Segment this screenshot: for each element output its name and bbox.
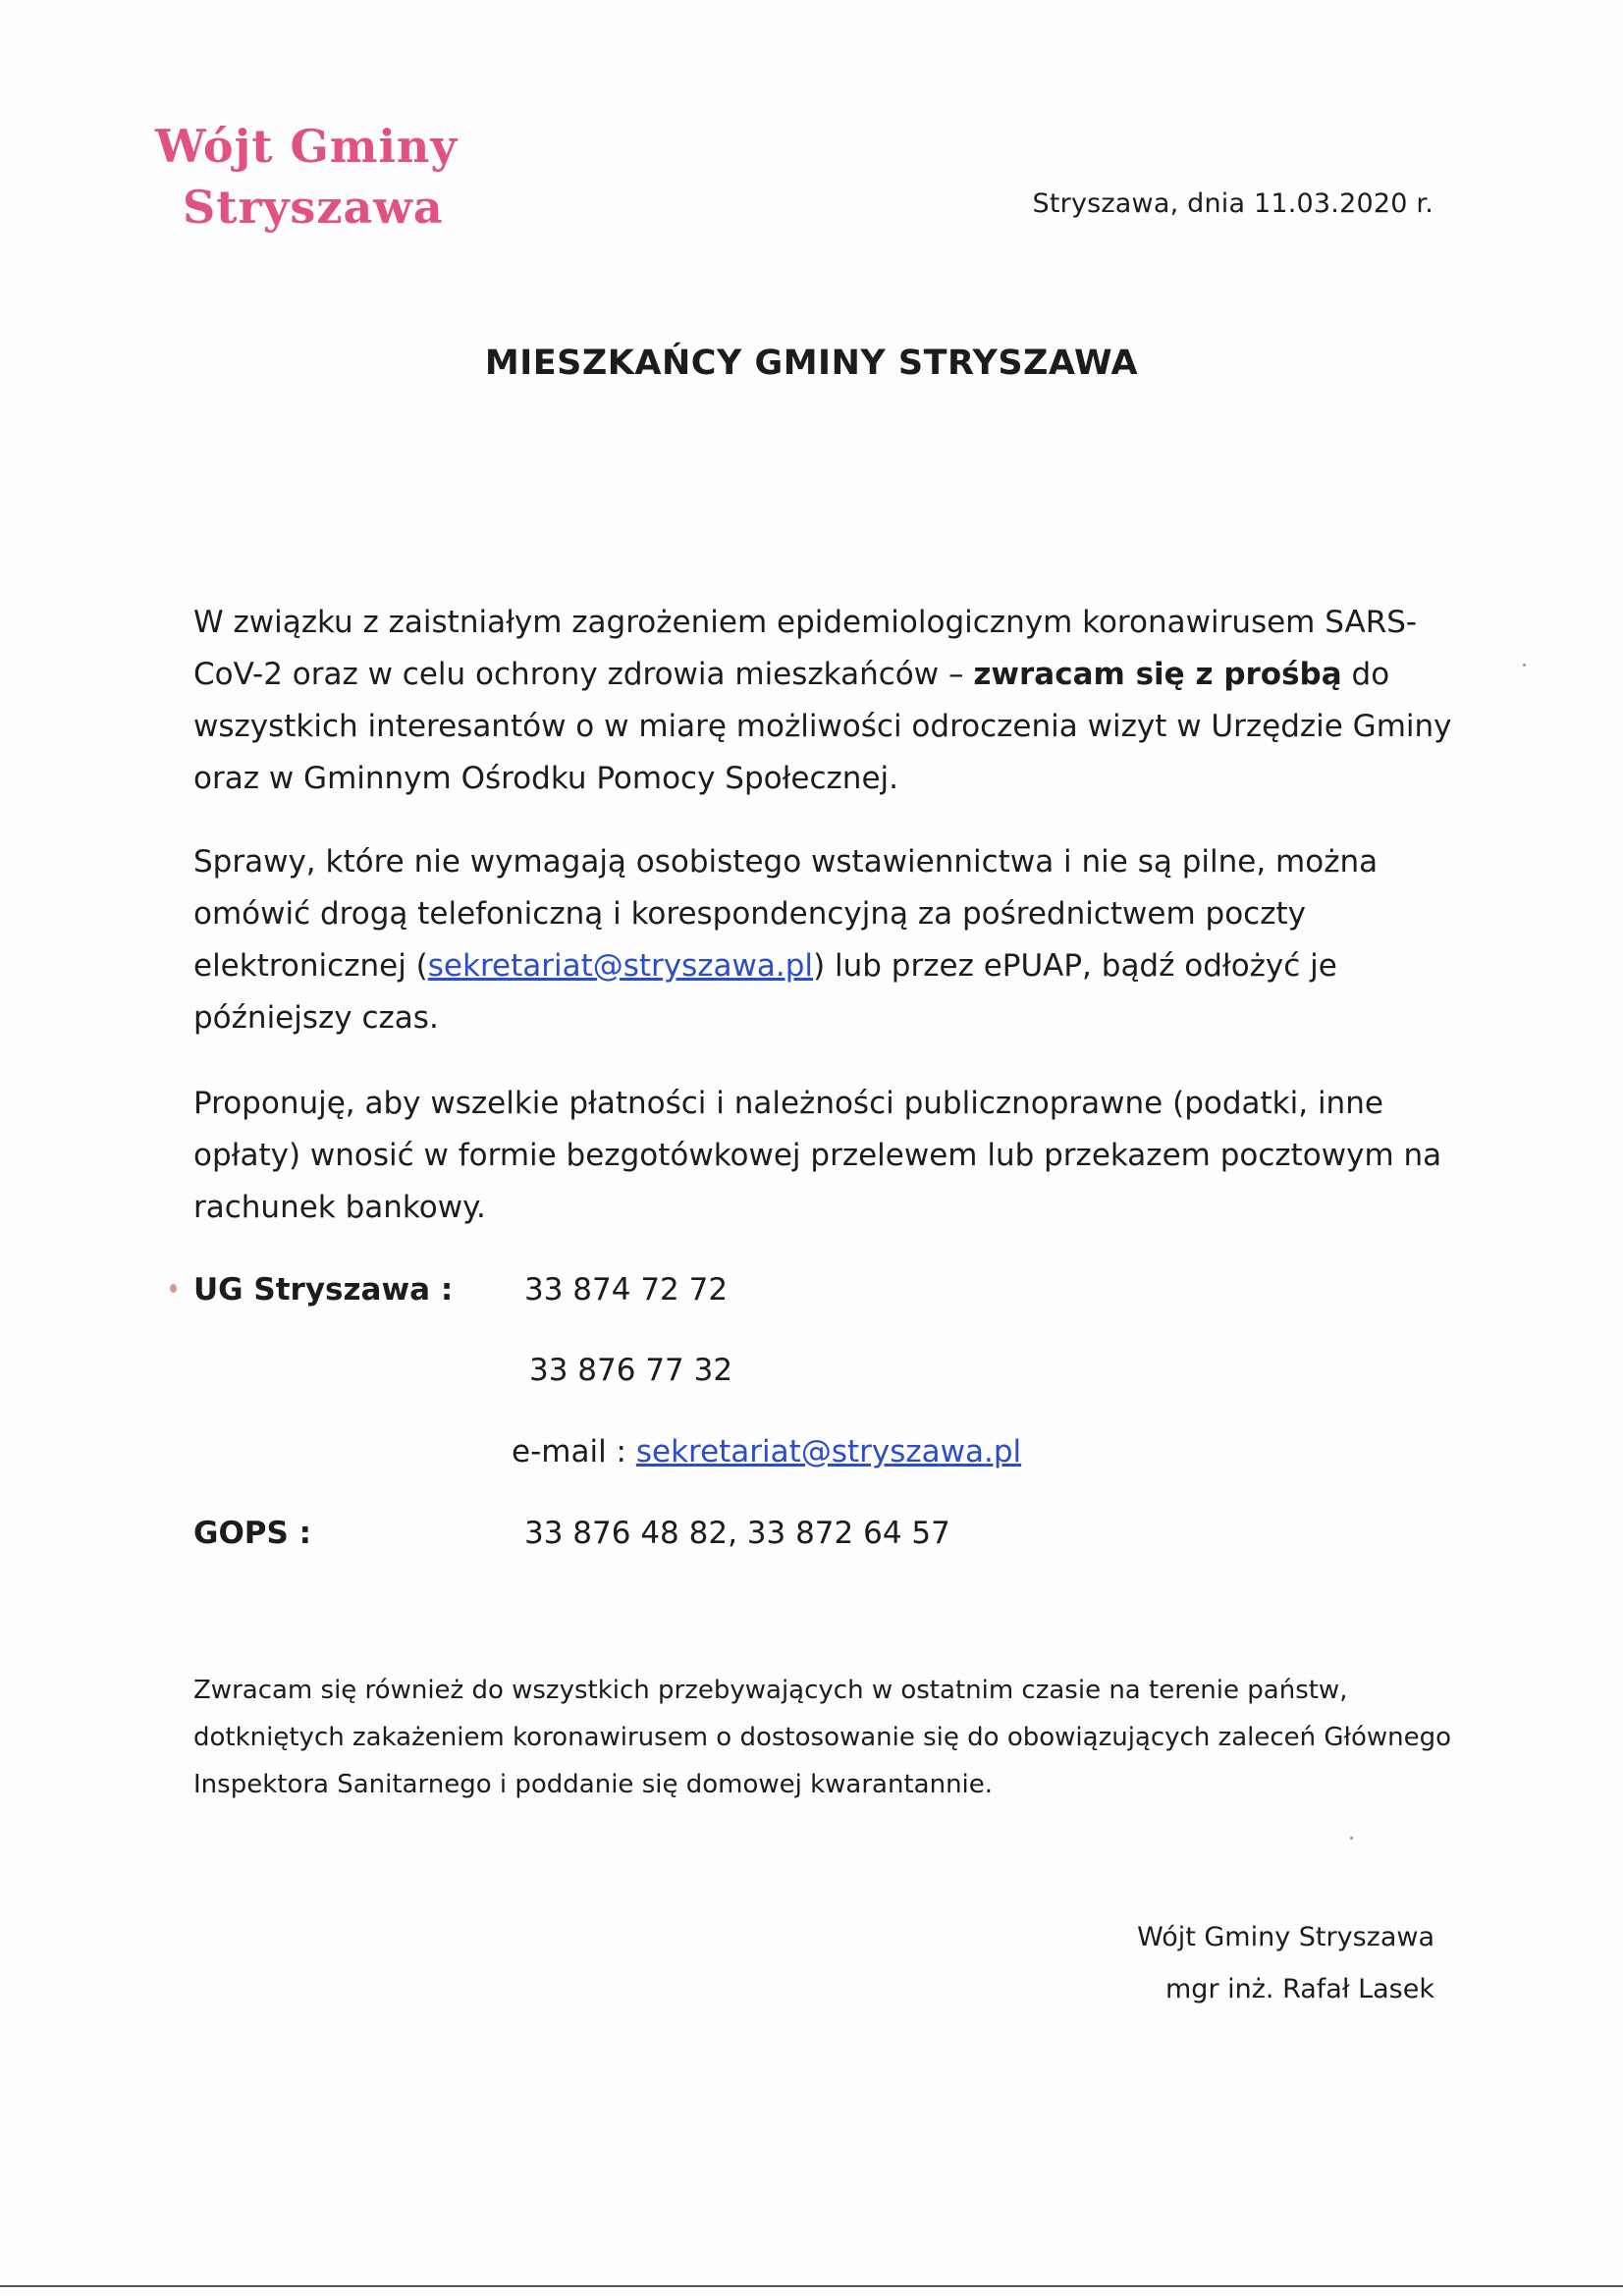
- scan-speck: [1523, 664, 1526, 667]
- ug-phone-2: 33 876 77 32: [529, 1353, 733, 1388]
- scan-speck: [1350, 1837, 1353, 1840]
- signature-line-1: Wójt Gminy Stryszawa: [1137, 1922, 1434, 1952]
- gops-phones: 33 876 48 82, 33 872 64 57: [524, 1516, 950, 1551]
- paragraph-2-text-a: Sprawy, które nie wymagają osobistego wstawiennictwa i nie są pilne, można omówić drogą telefoniczną i korespondencyjną za pośrednictwem poczty elektronicznej (: [193, 844, 1379, 984]
- paragraph-1-bold: zwracam się z prośbą: [973, 657, 1342, 692]
- stamp-line-1: Wójt Gminy: [155, 120, 459, 173]
- signature-block: [1137, 1911, 1434, 2015]
- ug-label: UG Stryszawa :: [193, 1272, 454, 1308]
- email-row: [512, 1434, 1021, 1469]
- official-stamp: [155, 116, 458, 238]
- page-bottom-edge: [0, 2285, 1623, 2287]
- paragraph-1-text-a: W związku z zaistniałym zagrożeniem epidemiologicznym koronawirusem SARS-CoV-2 oraz w celu ochrony zdrowia mieszkańców –: [193, 605, 1418, 692]
- email-link-inline[interactable]: sekretariat@stryszawa.pl: [427, 948, 814, 984]
- paragraph-1: [193, 597, 1460, 805]
- ug-phone-1: 33 874 72 72: [524, 1272, 729, 1308]
- signature-line-2: mgr inż. Rafał Lasek: [1165, 1974, 1434, 2004]
- paragraph-2-text-b: ) lub przez ePUAP, bądź odłożyć je późniejszy czas.: [193, 948, 1337, 1036]
- letter-title: MIESZKAŃCY GMINY STRYSZAWA: [484, 344, 1139, 383]
- letter-date: Stryszawa, dnia 11.03.2020 r.: [1032, 188, 1434, 219]
- email-link[interactable]: sekretariat@stryszawa.pl: [635, 1434, 1022, 1469]
- closing-paragraph: Zwracam się również do wszystkich przebywających w ostatnim czasie na terenie państw, dotkniętych zakażeniem koronawirusem o dostosowanie się do obowiązujących zaleceń Głównego Inspektora Sanitarnego i poddanie się domowej kwarantannie.: [193, 1676, 1452, 1799]
- paragraph-2: [193, 836, 1460, 1044]
- bullet-dot-icon: [170, 1284, 177, 1293]
- paragraph-1-text-b: do wszystkich interesantów o w miarę możliwości odroczenia wizyt w Urzędzie Gminy oraz w Gminnym Ośrodku Pomocy Społecznej.: [193, 657, 1452, 796]
- paragraph-3: Proponuję, aby wszelkie płatności i należności publicznoprawne (podatki, inne opłaty) wnosić w formie bezgotówkowej przelewem lub przekazem pocztowym na rachunek bankowy.: [193, 1086, 1442, 1225]
- email-label: e-mail :: [512, 1434, 636, 1469]
- stamp-line-2: Stryszawa: [183, 181, 444, 234]
- gops-label: GOPS :: [193, 1516, 312, 1551]
